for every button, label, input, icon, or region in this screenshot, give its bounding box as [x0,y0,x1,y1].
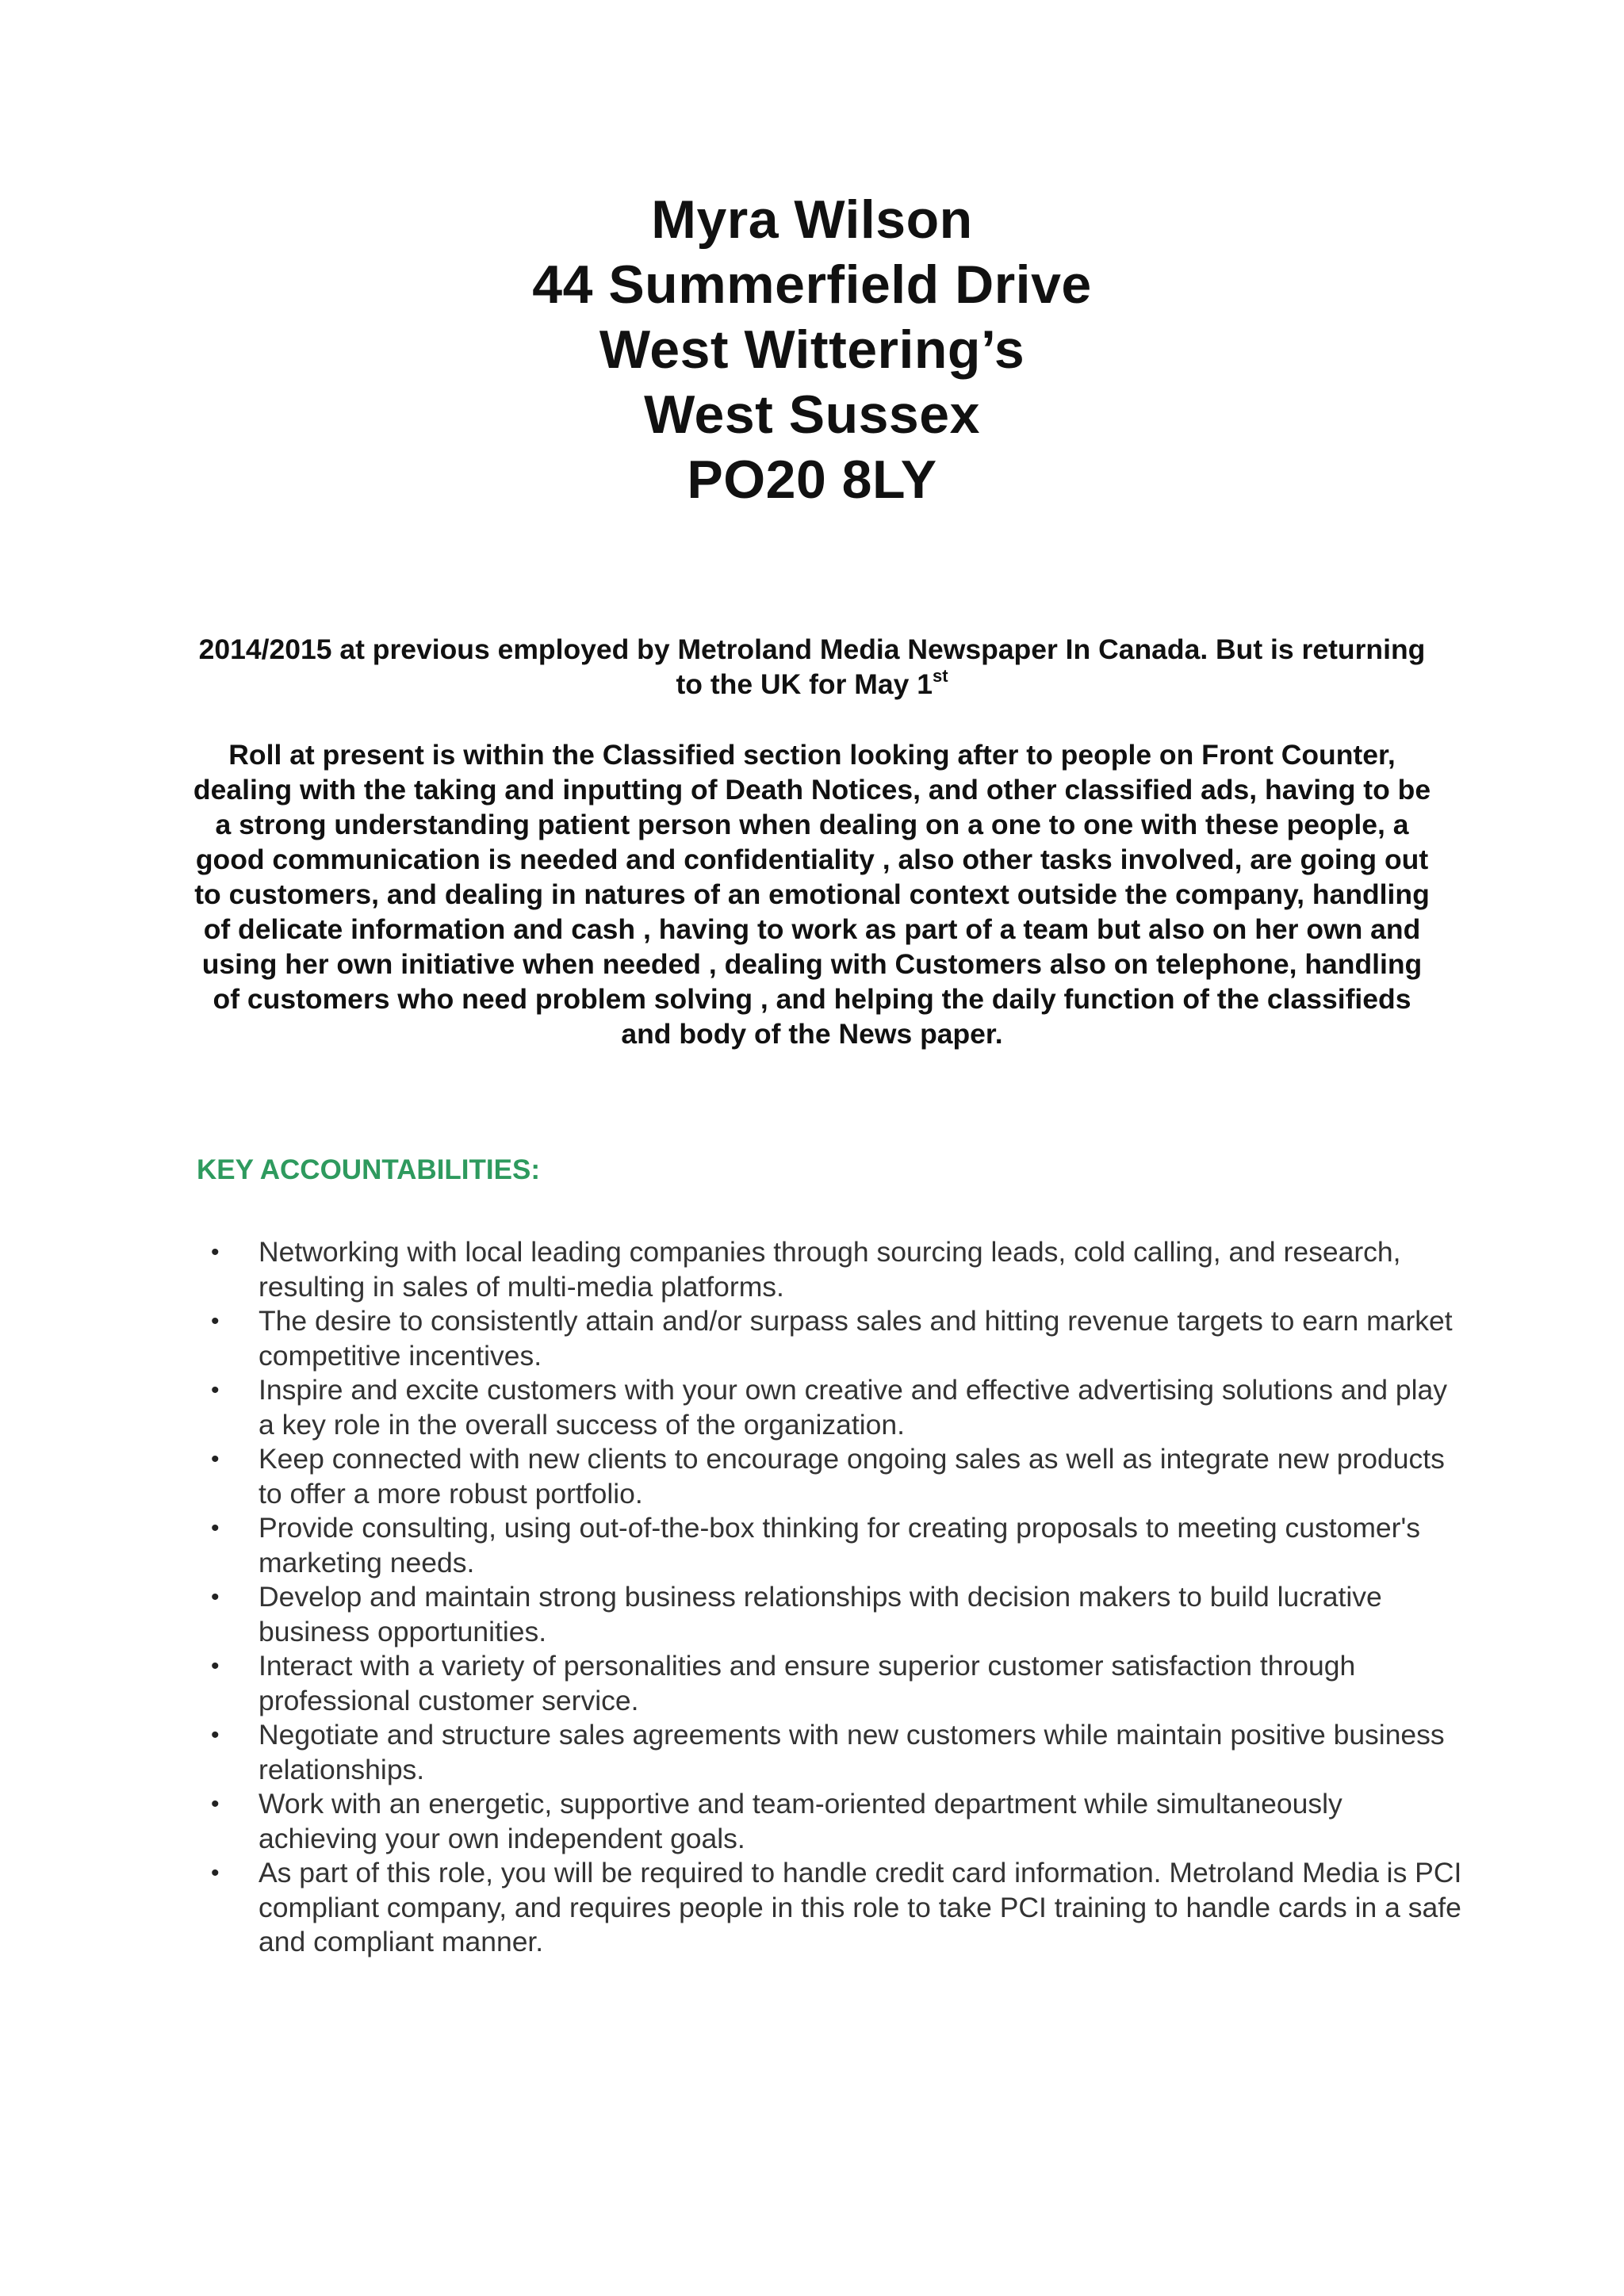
employment-intro [190,632,1434,702]
key-accountabilities-heading: KEY ACCOUNTABILITIES: [197,1154,540,1185]
list-item-text: As part of this role, you will be required to handle credit card information. Metroland Media is PCI compliant company, and requires people in this role to take PCI training to handle cards in a safe and compliant manner. [259,1857,1462,1957]
list-item [197,1511,1465,1580]
bullet-icon: • [211,1791,220,1817]
list-item [197,1442,1465,1511]
bullet-icon: • [211,1653,220,1679]
bullet-icon: • [211,1308,220,1334]
list-item [197,1787,1465,1856]
list-item-text: Negotiate and structure sales agreements with new customers while maintain positive business relationships. [259,1719,1445,1785]
list-item [197,1649,1465,1718]
employment-intro-text: 2014/2015 at previous employed by Metroland Media Newspaper In Canada. But is returning to the UK for May 1 [198,633,1426,700]
employment-intro-superscript: st [932,666,948,687]
address-county: West Sussex [644,385,980,445]
address-line-1: 44 Summerfield Drive [532,254,1092,315]
list-item [197,1304,1465,1373]
person-name: Myra Wilson [651,189,973,250]
bullet-icon: • [211,1377,220,1403]
list-item [197,1373,1465,1442]
list-item [197,1580,1465,1649]
address-postcode: PO20 8LY [687,450,937,510]
list-item [197,1235,1465,1304]
bullet-icon: • [211,1722,220,1748]
list-item-text: Work with an energetic, supportive and team-oriented department while simultaneously achieving your own independent goals. [259,1788,1342,1854]
list-item-text: Interact with a variety of personalities and ensure superior customer satisfaction through professional customer service. [259,1650,1356,1716]
bullet-icon: • [211,1860,220,1886]
list-item-text: The desire to consistently attain and/or surpass sales and hitting revenue targets to earn market competitive incentives. [259,1305,1453,1372]
key-accountabilities-list [197,1235,1465,1960]
bullet-icon: • [211,1515,220,1541]
role-description: Roll at present is within the Classified section looking after to people on Front Counter, dealing with the taking and inputting of Death Notices, and other classified ads, having to be a strong understanding patient person when dealing on a one to one with these people, a good communication is needed and confidentiality , also other tasks involved, are going out to customers, and dealing in natures of an emotional context outside the company, handling of delicate information and cash , having to work as part of a team but also on her own and using her own initiative when needed , dealing with Customers also on telephone, handling of customers who need problem solving , and helping the daily function of the classifieds and body of the News paper. [193,739,1431,1050]
contact-header [0,187,1624,512]
list-item-text: Networking with local leading companies through sourcing leads, cold calling, and research, resulting in sales of multi-media platforms. [259,1236,1401,1303]
list-item [197,1718,1465,1787]
list-item-text: Keep connected with new clients to encourage ongoing sales as well as integrate new products to offer a more robust portfolio. [259,1443,1445,1510]
bullet-icon: • [211,1584,220,1610]
list-item [197,1856,1465,1960]
list-item-text: Develop and maintain strong business relationships with decision makers to build lucrative business opportunities. [259,1581,1382,1647]
address-line-2: West Wittering’s [599,320,1025,380]
list-item-text: Provide consulting, using out-of-the-box thinking for creating proposals to meeting customer's marketing needs. [259,1512,1421,1578]
bullet-icon: • [211,1239,220,1265]
list-item-text: Inspire and excite customers with your own creative and effective advertising solutions and play a key role in the overall success of the organization. [259,1374,1448,1441]
bullet-icon: • [211,1446,220,1472]
